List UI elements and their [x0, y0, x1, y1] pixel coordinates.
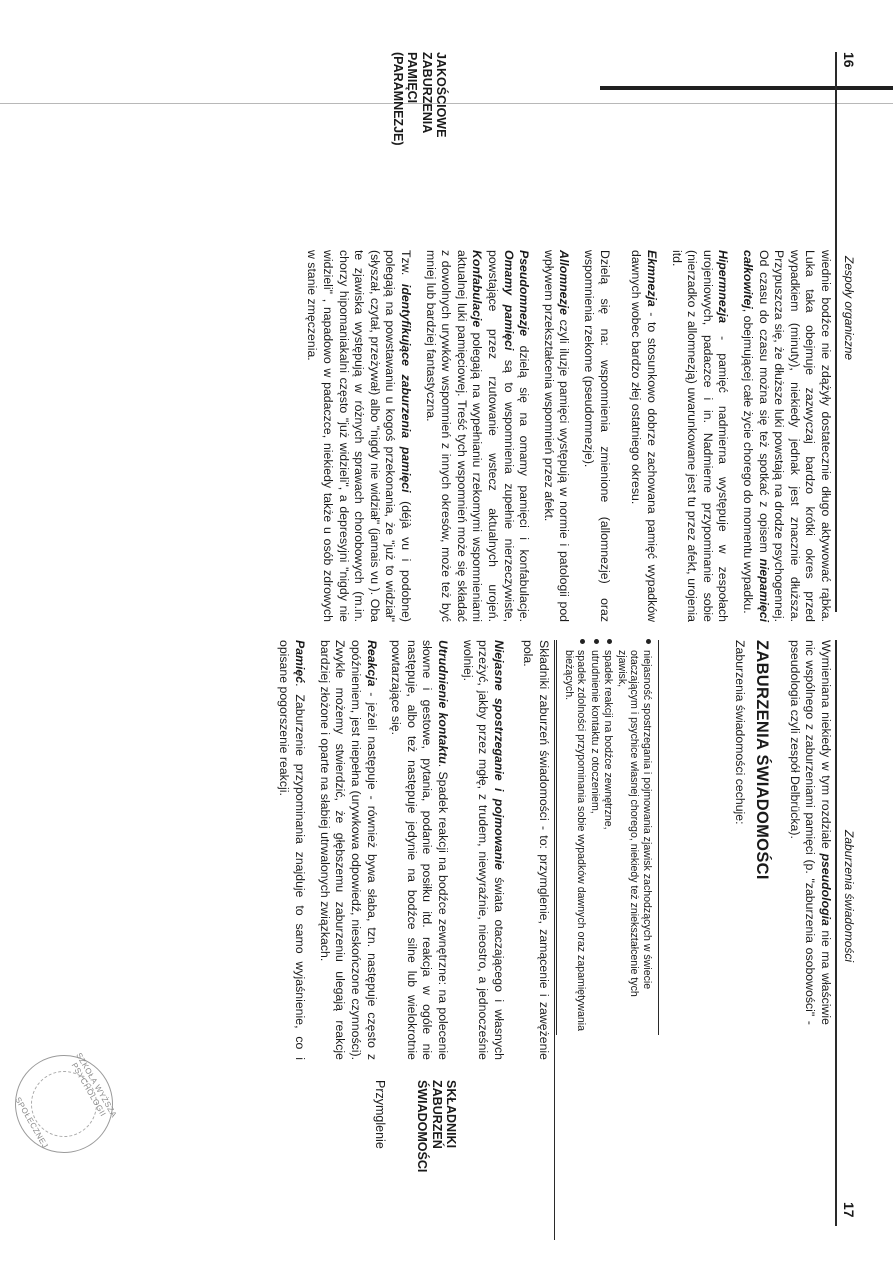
- term: Konfabulacje: [470, 250, 485, 328]
- paragraph: [668, 250, 730, 622]
- header-rule: [835, 640, 837, 1226]
- bullet-icon: [594, 639, 599, 644]
- main-column-2: [267, 640, 551, 1060]
- text: Składniki zaburzeń świadomości - to: przymglenie, zamącenie i zawężenie pola.: [521, 640, 551, 1060]
- paragraph: [316, 640, 378, 1060]
- side-heading-line: ZABURZEŃ: [429, 1080, 444, 1149]
- text: - pamięć nadmierna występuje w zespołach urojeniowych, padaczce i in. Nadmierne przypominanie sobie (nierzadko z allomnezją) uwarunkowane jest tu przez afekt, urojenia itd.: [669, 250, 731, 622]
- paragraph: [459, 640, 506, 1060]
- side-heading-przymglenie: [373, 1080, 387, 1200]
- text: , obejmującej całe życie chorego do momentu wypadku.: [740, 308, 755, 614]
- term: Allomnezje: [557, 250, 572, 315]
- text: są to wspomnienia zupełnie nierzeczywiste, powstające przez rzutowanie wstecz aktualnych urojeń.: [486, 250, 516, 622]
- term: Hipermnezja: [716, 250, 731, 324]
- page-17: [0, 630, 893, 1263]
- side-heading-line: SKŁADNIKI: [444, 1080, 458, 1149]
- list-item: [563, 650, 588, 1035]
- paragraph: [739, 250, 833, 622]
- running-head: Zaburzenia świadomości: [842, 830, 856, 963]
- text: Tzw.: [398, 250, 413, 276]
- main-column: [726, 640, 833, 1025]
- feature-list: [563, 640, 654, 1035]
- bullet-icon: [608, 639, 613, 644]
- paragraph: [628, 250, 659, 622]
- side-heading-line: PAMIĘCI: [405, 52, 420, 104]
- text: - jeżeli następuje - również bywa słaba, tzn. następuje często z opóźnieniem, jest niepełna (urywkowa odpowiedź, nieskończone czynności). Zwykle możemy stwierdzić, że głębszemu zaburzeniu ulegają reakcje bardziej złożone i oparte na słabiej utrwalonych związkach.: [317, 640, 379, 1060]
- list-item: [602, 650, 615, 1035]
- term: Pseudomnezje: [517, 250, 532, 337]
- text: Dzielą się na: wspomnienia zmienione (allomnezje) oraz wspomnienia rzekome (pseudomnezje).: [582, 250, 612, 622]
- term: Utrudnienie kontaktu: [435, 640, 450, 764]
- text: . Spadek reakcji na bodźce zewnętrzne: na polecenie słowne i gestowe, pytania, podanie posiłku itd. reakcja w ogóle nie następuje, albo też następuje jedynie na bodźce silne lub wielokrotnie powtarzające się.: [389, 640, 450, 1060]
- text: nie ma właściwie nic wspólnego z zaburzeniami pamięci (p. "zaburzenia osobowości" - pseudologia czyli zespół Delbrücka).: [787, 640, 833, 1025]
- text: Wymieniana niekiedy w tym rozdziale: [819, 640, 833, 849]
- paragraph: [540, 250, 571, 622]
- term: niepamięci całkowitej: [740, 250, 771, 623]
- term: pseudologia: [819, 853, 833, 926]
- section-title: ZABURZENIA ŚWIADOMOŚCI: [753, 640, 772, 880]
- side-heading-line: Przymglenie: [373, 1080, 387, 1149]
- header-rule: [835, 52, 837, 612]
- paragraph: [580, 250, 611, 622]
- text: . Zaburzenie przypominania znajduje to samo wyjaśnienie, co i opisane pogorszenie reakcji.: [277, 640, 308, 1060]
- text: niejasność spostrzegania i pojmowania zjawisk zachodzących w świecie otaczającym i psychice własnej chorego, niekiedy też zniekształcenie tych zjawisk,: [616, 650, 653, 997]
- list-item: [589, 650, 602, 1035]
- library-stamp: [0, 1037, 131, 1171]
- text: polegają na wypełnianiu rzekomymi wspomnieniami aktualnej luki pamięciowej. Treść tych wspomnień może się składać z dowolnych urywków wspomnień z innych okresów, może też być mniej lub bardziej fantastyczna.: [423, 250, 485, 622]
- page-number: 16: [841, 52, 857, 68]
- term: Niejasne spostrzeganie i pojmowanie: [491, 640, 506, 870]
- side-heading-line: ZABURZENIA: [419, 52, 434, 134]
- text: utrudnienie kontaktu z otoczeniem,: [589, 650, 601, 814]
- term: Pamięć: [293, 640, 308, 684]
- section-rule: [554, 640, 555, 1240]
- text: spadek reakcji na bodźce zewnętrzne,: [602, 650, 615, 830]
- page-number: 17: [841, 1202, 857, 1218]
- side-heading-paramnezje: [391, 52, 449, 172]
- text: - to stosunkowo dobrze zachowana pamięć wypadków dawnych wobec bardzo złej ostatniego okresu.: [629, 250, 659, 622]
- paragraph: [276, 640, 307, 1060]
- side-heading-line: ŚWIADOMOŚCI: [415, 1080, 430, 1173]
- text: wiednie bodźce nie zdążyły dostatecznie długo aktywować rąbka. Luka taka obejmuje zazwyczaj bardzo krótki okres przed wypadkiem (minuty), niekiedy jednak jest znacznie dłuższa. Przypuszcza się, że dłuższe luki powstają na drodze psychogennej. Od czasu do czasu można się też spotkać z opisem: [756, 250, 833, 622]
- side-heading-line: JAKOŚCIOWE: [434, 52, 448, 138]
- stamp-text: SPOŁECZNEJ: [13, 1095, 50, 1150]
- list-item: [616, 650, 654, 1035]
- text: spadek zdolności przypominania sobie wypadków dawnych oraz zapamiętywania bieżących.: [563, 650, 588, 1031]
- paragraph: [786, 640, 833, 1025]
- bullet-icon: [581, 639, 586, 644]
- paragraph: [304, 250, 413, 622]
- text: czyli iluzje pamięci występują w normie i patologii pod wpływem przekształcenia wspomnień przez afekt.: [541, 250, 572, 622]
- paragraph: [422, 250, 531, 622]
- term: Omamy pamięci: [501, 250, 516, 351]
- paragraph: [732, 640, 748, 1025]
- term: Ekmnezja: [644, 250, 659, 307]
- running-head: Zespoły organiczne: [842, 256, 856, 361]
- paragraph: [520, 640, 551, 1060]
- text: Zaburzenia świadomości cechuje:: [733, 640, 748, 825]
- text: (déjà vu i podobne) polegają na powstawaniu u kogoś przekonania, że "już to widział" (słyszał, czytał, przeżywał) albo "nigdy nie widział" (jamais vu ). Oba te zjawiska występują w różnych sprawach chorobowych (m.in. chorzy hipomaniakalni często "już widzieli", a depresyjni "nigdy nie widzieli" , napadowo w padaczce, niekiedy także u osób zdrowych w stanie zmęczenia.: [305, 250, 413, 623]
- text: świata otaczającego i własnych przeżyć, jakby przez mgłę, z trudem, niewyraźnie, nieostro, a jednocześnie wolniej.: [460, 640, 506, 1060]
- paragraph: [388, 640, 450, 1060]
- main-column: [295, 250, 833, 622]
- side-heading-skladniki: [415, 1080, 458, 1200]
- stamp-text: SZKOŁA WYŻSZA PSYCHOLOGII: [69, 1051, 119, 1120]
- text: dzielą się na omamy pamięci i konfabulacje.: [517, 336, 532, 622]
- term: Reakcja: [364, 640, 379, 687]
- side-heading-line: (PARAMNEZJE): [390, 52, 405, 146]
- bullet-icon: [646, 639, 651, 644]
- term: identyfikujące zaburzenia pamięci: [398, 283, 413, 493]
- feature-box: [557, 640, 660, 1035]
- page-16: [0, 0, 893, 630]
